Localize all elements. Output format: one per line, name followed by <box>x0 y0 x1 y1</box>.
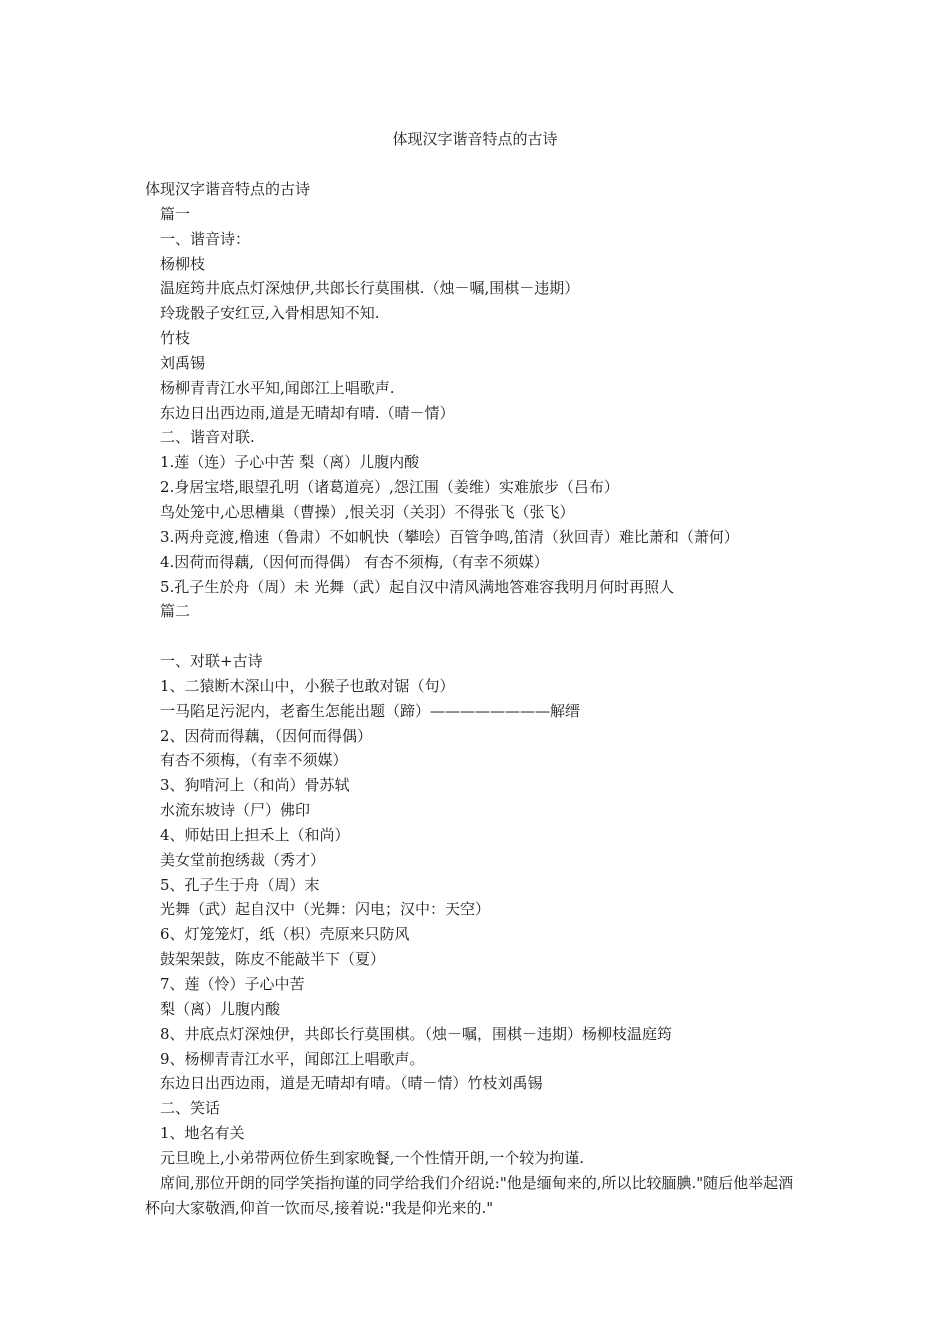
text-line: 2、因荷而得藕，（因何而得偶） <box>160 726 373 745</box>
text-line: 二、谐音对联. <box>160 428 255 447</box>
text-line: 7、莲（怜）子心中苦 <box>160 975 305 993</box>
text-line: 杨柳枝 <box>160 254 206 273</box>
text-line: 4.因荷而得藕,（因何而得偶） 有杏不须梅,（有幸不须媒） <box>160 552 549 571</box>
text-line: 鸟处笼中,心思槽巢（曹操）,恨关羽（关羽）不得张飞（张飞） <box>160 502 575 521</box>
text-line: 4、师姑田上担禾上（和尚） <box>160 825 350 844</box>
text-line: 温庭筠井底点灯深烛伊,共郎长行莫围棋.（烛－嘱,围棋－违期） <box>160 279 580 298</box>
page-title: 体现汉字谐音特点的古诗 <box>392 130 558 148</box>
text-line: 有杏不须梅，（有幸不须媒） <box>160 751 348 770</box>
text-line: 刘禹锡 <box>160 353 206 372</box>
text-line: 东边日出西边雨,道是无晴却有晴.（晴－情） <box>160 403 455 422</box>
text-line: 鼓架架鼓，陈皮不能敲半下（夏） <box>160 950 386 969</box>
text-line <box>145 624 815 649</box>
text-paragraph: 席间,那位开朗的同学笑指拘谨的同学给我们介绍说:"他是缅甸来的,所以比较腼腆."随后他举起酒杯向大家敬酒,仰首一饮而尽,接着说:"我是仰光来的." <box>145 1173 794 1217</box>
text-line: 美女堂前抱绣裁（秀才） <box>160 850 326 869</box>
text-line: 2.身居宝塔,眼望孔明（诸葛道亮）,怨江围（姜维）实难旅步（吕布） <box>160 478 619 497</box>
document-body <box>145 177 815 1220</box>
text-line: 1.莲（连）子心中苦 梨（离）儿腹内酸 <box>160 453 420 472</box>
text-line: 竹枝 <box>160 329 191 348</box>
text-line: 8、井底点灯深烛伊，共郎长行莫围棋。（烛－嘱，围棋－违期）杨柳枝温庭筠 <box>160 1024 673 1043</box>
text-line: 1、地名有关 <box>160 1124 245 1143</box>
text-line: 玲珑骰子安红豆,入骨相思知不知. <box>160 304 380 323</box>
text-line: 一马陷足污泥内，老畜生怎能出题（蹄）————————解缙 <box>160 701 581 720</box>
text-line: 水流东坡诗（尸）佛印 <box>160 801 311 820</box>
text-line: 梨（离）儿腹内酸 <box>160 999 281 1018</box>
text-line: 1、二猿断木深山中，小猴子也敢对锯（句） <box>160 676 455 695</box>
text-line: 篇二 <box>160 602 191 621</box>
text-line: 5.孔子生於舟（周）未 光舞（武）起自汉中清风满地答难容我明月何时再照人 <box>160 577 675 596</box>
text-line: 5、孔子生于舟（周）末 <box>160 875 320 894</box>
text-line: 篇一 <box>160 204 191 223</box>
text-lines <box>145 202 815 1171</box>
text-line: 3、狗啃河上（和尚）骨苏轼 <box>160 776 350 795</box>
text-line: 一、谐音诗： <box>160 229 251 248</box>
text-line: 一、对联+古诗 <box>160 652 263 671</box>
text-line: 9、杨柳青青江水平，闻郎江上唱歌声。 <box>160 1049 425 1068</box>
document-heading: 体现汉字谐音特点的古诗 <box>145 180 311 198</box>
text-line: 元旦晚上,小弟带两位侨生到家晚餐,一个性情开朗,一个较为拘谨. <box>160 1148 585 1167</box>
text-line: 3.两舟竞渡,橹速（鲁肃）不如帆快（攀哙）百管争鸣,笛清（狄回青）难比萧和（萧何） <box>160 527 739 546</box>
text-line: 杨柳青青江水平知,闻郎江上唱歌声. <box>160 378 395 397</box>
text-line: 光舞（武）起自汉中（光舞：闪电；汉中：天空） <box>160 900 491 919</box>
text-line: 东边日出西边雨，道是无晴却有晴。（晴－情）竹枝刘禹锡 <box>160 1074 543 1093</box>
text-line: 二、笑话 <box>160 1099 221 1118</box>
text-line: 6、灯笼笼灯，纸（枳）壳原来只防风 <box>160 925 410 944</box>
